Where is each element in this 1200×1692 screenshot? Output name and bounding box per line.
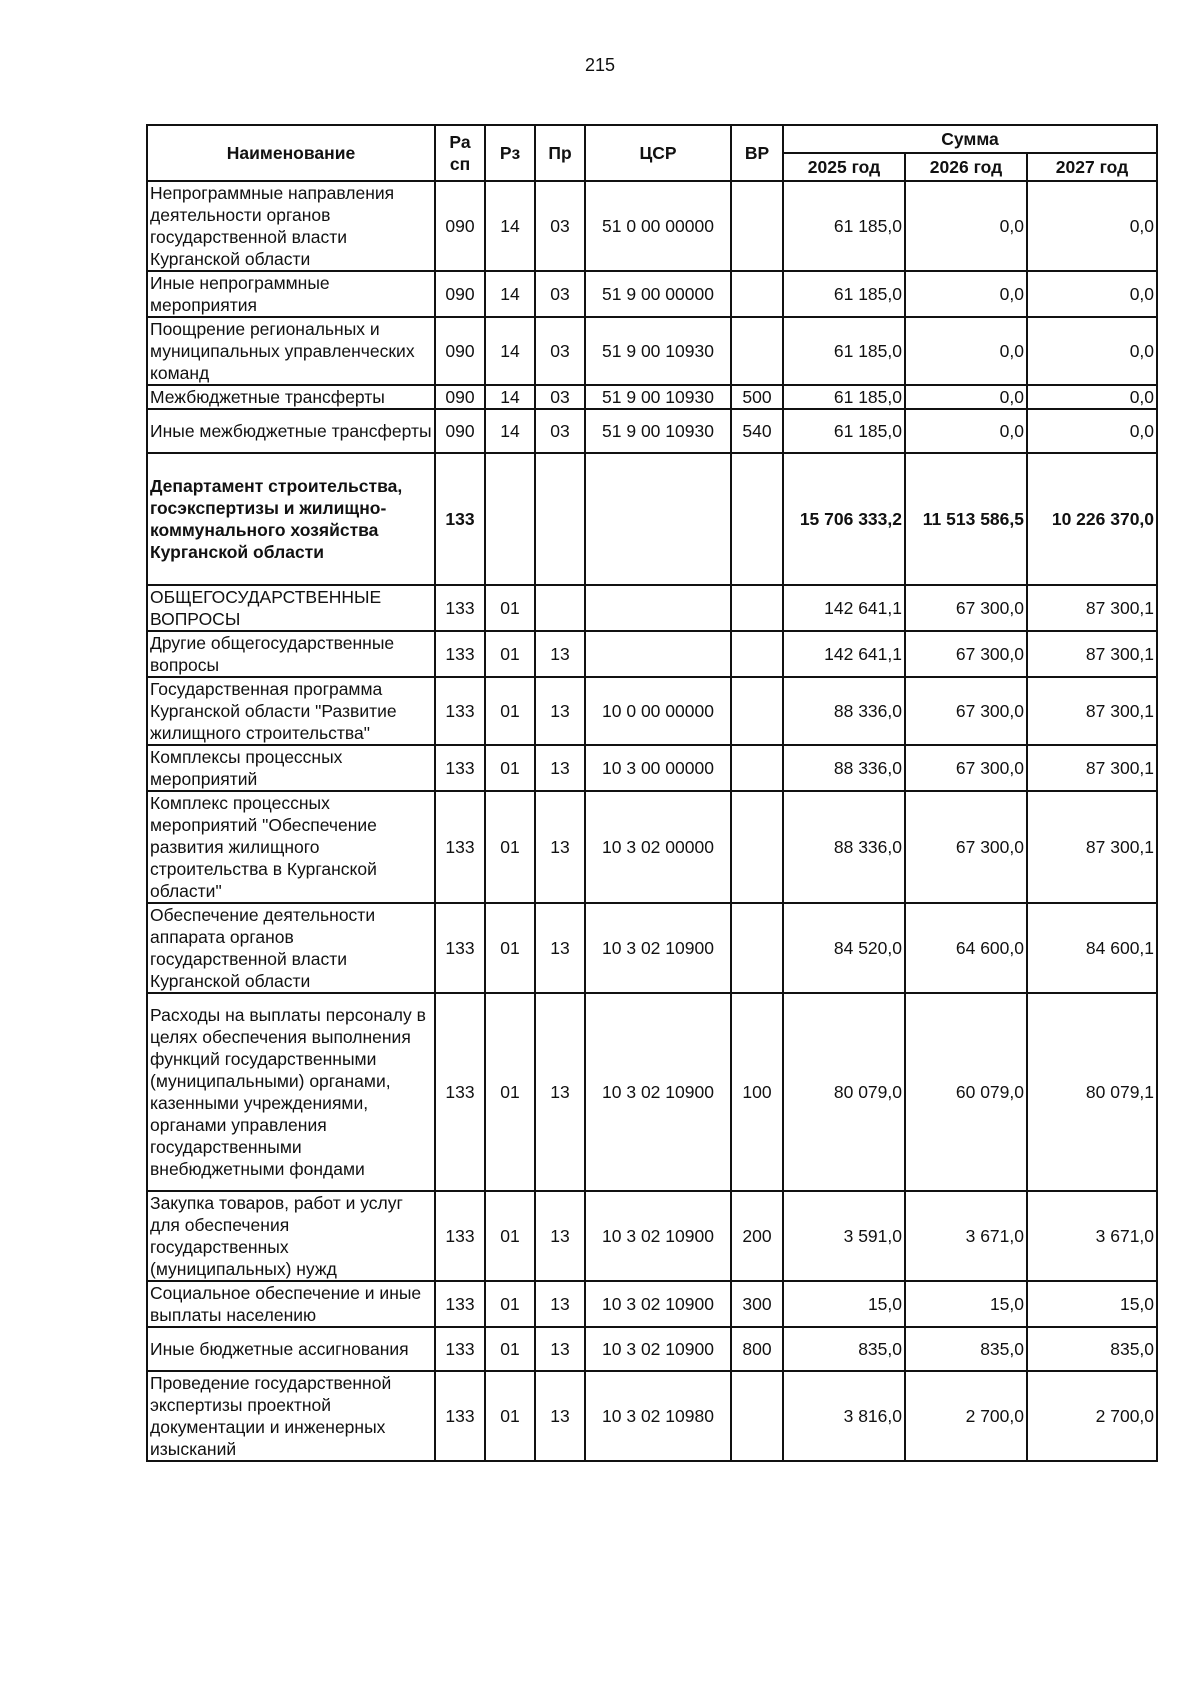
- row-vr-cell: [731, 271, 783, 317]
- row-name-cell: Комплекс процессных мероприятий "Обеспечение развития жилищного строительства в Курганской области": [147, 791, 435, 903]
- row-2025-amount: 3 591,0: [783, 1191, 905, 1281]
- row-2025-amount: 88 336,0: [783, 677, 905, 745]
- row-pr-cell: 03: [535, 317, 585, 385]
- table-row: [147, 903, 1157, 993]
- table-row: [147, 677, 1157, 745]
- row-2027-amount: 835,0: [1027, 1327, 1157, 1371]
- row-2026-amount: 67 300,0: [905, 791, 1027, 903]
- row-rz-cell: 01: [485, 1327, 535, 1371]
- row-rz-cell: 01: [485, 677, 535, 745]
- row-rz-cell: 01: [485, 1371, 535, 1461]
- header-sum: Сумма: [783, 125, 1157, 153]
- row-rz-cell: 01: [485, 1281, 535, 1327]
- row-2025-amount: 3 816,0: [783, 1371, 905, 1461]
- row-2025-amount: 15,0: [783, 1281, 905, 1327]
- table-row: [147, 631, 1157, 677]
- row-csr-cell: 51 9 00 10930: [585, 385, 731, 409]
- budget-table: [146, 124, 1158, 1462]
- row-name-cell: Непрограммные направления деятельности органов государственной власти Курганской области: [147, 181, 435, 271]
- row-2026-amount: 0,0: [905, 317, 1027, 385]
- row-pr-cell: 13: [535, 993, 585, 1191]
- header-rasp: Ра сп: [435, 125, 485, 181]
- row-csr-cell: 10 3 00 00000: [585, 745, 731, 791]
- row-2027-amount: 2 700,0: [1027, 1371, 1157, 1461]
- row-name-cell: ОБЩЕГОСУДАРСТВЕННЫЕ ВОПРОСЫ: [147, 585, 435, 631]
- row-csr-cell: 10 0 00 00000: [585, 677, 731, 745]
- header-name: Наименование: [147, 125, 435, 181]
- row-rz-cell: 01: [485, 1191, 535, 1281]
- table-header: [147, 125, 1157, 181]
- row-name-cell: Обеспечение деятельности аппарата органов государственной власти Курганской области: [147, 903, 435, 993]
- header-csr: ЦСР: [585, 125, 731, 181]
- row-vr-cell: [731, 1371, 783, 1461]
- row-2026-amount: 0,0: [905, 385, 1027, 409]
- row-rz-cell: 01: [485, 745, 535, 791]
- table-row: [147, 791, 1157, 903]
- row-2027-amount: 0,0: [1027, 385, 1157, 409]
- row-csr-cell: 10 3 02 10900: [585, 1281, 731, 1327]
- row-2026-amount: 67 300,0: [905, 585, 1027, 631]
- row-vr-cell: [731, 631, 783, 677]
- row-2027-amount: 87 300,1: [1027, 677, 1157, 745]
- row-name-cell: Социальное обеспечение и иные выплаты населению: [147, 1281, 435, 1327]
- row-rasp-cell: 133: [435, 453, 485, 585]
- row-rasp-cell: 133: [435, 585, 485, 631]
- row-rz-cell: 01: [485, 791, 535, 903]
- header-year-2027: 2027 год: [1027, 153, 1157, 181]
- row-pr-cell: 13: [535, 677, 585, 745]
- table-row: [147, 453, 1157, 585]
- table-row: [147, 745, 1157, 791]
- row-rasp-cell: 090: [435, 317, 485, 385]
- row-2026-amount: 3 671,0: [905, 1191, 1027, 1281]
- row-name-cell: Поощрение региональных и муниципальных управленческих команд: [147, 317, 435, 385]
- row-pr-cell: 03: [535, 181, 585, 271]
- header-vr: ВР: [731, 125, 783, 181]
- row-2027-amount: 15,0: [1027, 1281, 1157, 1327]
- row-name-cell: Закупка товаров, работ и услуг для обеспечения государственных (муниципальных) нужд: [147, 1191, 435, 1281]
- row-rasp-cell: 090: [435, 271, 485, 317]
- header-rz: Рз: [485, 125, 535, 181]
- row-2026-amount: 11 513 586,5: [905, 453, 1027, 585]
- row-2026-amount: 0,0: [905, 181, 1027, 271]
- row-rz-cell: 14: [485, 181, 535, 271]
- table-row: [147, 317, 1157, 385]
- row-name-cell: Комплексы процессных мероприятий: [147, 745, 435, 791]
- row-csr-cell: 51 9 00 00000: [585, 271, 731, 317]
- header-year-2025: 2025 год: [783, 153, 905, 181]
- row-rasp-cell: 133: [435, 903, 485, 993]
- row-csr-cell: 51 9 00 10930: [585, 317, 731, 385]
- row-2025-amount: 142 641,1: [783, 585, 905, 631]
- row-rz-cell: 14: [485, 317, 535, 385]
- row-pr-cell: 13: [535, 1281, 585, 1327]
- row-pr-cell: 13: [535, 1327, 585, 1371]
- row-2027-amount: 0,0: [1027, 271, 1157, 317]
- row-vr-cell: 500: [731, 385, 783, 409]
- row-rasp-cell: 090: [435, 181, 485, 271]
- row-csr-cell: 10 3 02 10900: [585, 993, 731, 1191]
- table-row: [147, 1327, 1157, 1371]
- row-2025-amount: 15 706 333,2: [783, 453, 905, 585]
- row-rz-cell: 01: [485, 993, 535, 1191]
- table-row: [147, 181, 1157, 271]
- table-row: [147, 409, 1157, 453]
- row-csr-cell: 10 3 02 10900: [585, 1191, 731, 1281]
- row-rasp-cell: 133: [435, 1281, 485, 1327]
- row-pr-cell: 13: [535, 745, 585, 791]
- row-2026-amount: 0,0: [905, 409, 1027, 453]
- row-pr-cell: 13: [535, 1191, 585, 1281]
- row-vr-cell: [731, 791, 783, 903]
- row-2025-amount: 61 185,0: [783, 271, 905, 317]
- row-rasp-cell: 133: [435, 993, 485, 1191]
- table-row: [147, 271, 1157, 317]
- row-2027-amount: 87 300,1: [1027, 745, 1157, 791]
- row-2027-amount: 0,0: [1027, 409, 1157, 453]
- row-2026-amount: 2 700,0: [905, 1371, 1027, 1461]
- row-rz-cell: [485, 453, 535, 585]
- row-name-cell: Другие общегосударственные вопросы: [147, 631, 435, 677]
- row-vr-cell: [731, 453, 783, 585]
- row-csr-cell: 10 3 02 10900: [585, 1327, 731, 1371]
- row-2025-amount: 142 641,1: [783, 631, 905, 677]
- row-rasp-cell: 133: [435, 1327, 485, 1371]
- row-2026-amount: 64 600,0: [905, 903, 1027, 993]
- row-2026-amount: 67 300,0: [905, 631, 1027, 677]
- row-rasp-cell: 133: [435, 791, 485, 903]
- row-rz-cell: 14: [485, 271, 535, 317]
- row-2025-amount: 88 336,0: [783, 791, 905, 903]
- row-2026-amount: 15,0: [905, 1281, 1027, 1327]
- row-vr-cell: [731, 181, 783, 271]
- row-2025-amount: 88 336,0: [783, 745, 905, 791]
- table-row: [147, 585, 1157, 631]
- row-pr-cell: 03: [535, 385, 585, 409]
- row-name-cell: Государственная программа Курганской области "Развитие жилищного строительства": [147, 677, 435, 745]
- row-rasp-cell: 090: [435, 409, 485, 453]
- row-csr-cell: [585, 453, 731, 585]
- row-name-cell: Иные межбюджетные трансферты: [147, 409, 435, 453]
- row-2025-amount: 61 185,0: [783, 181, 905, 271]
- row-2026-amount: 67 300,0: [905, 745, 1027, 791]
- row-csr-cell: 51 0 00 00000: [585, 181, 731, 271]
- row-pr-cell: 03: [535, 271, 585, 317]
- row-pr-cell: 13: [535, 903, 585, 993]
- row-name-cell: Департамент строительства, госэкспертизы и жилищно-коммунального хозяйства Курганской области: [147, 453, 435, 585]
- row-2025-amount: 80 079,0: [783, 993, 905, 1191]
- row-rz-cell: 01: [485, 585, 535, 631]
- row-2027-amount: 87 300,1: [1027, 631, 1157, 677]
- row-2027-amount: 80 079,1: [1027, 993, 1157, 1191]
- row-2027-amount: 87 300,1: [1027, 791, 1157, 903]
- row-2026-amount: 60 079,0: [905, 993, 1027, 1191]
- row-pr-cell: [535, 585, 585, 631]
- page-number: 215: [584, 55, 616, 75]
- row-csr-cell: 51 9 00 10930: [585, 409, 731, 453]
- row-2026-amount: 67 300,0: [905, 677, 1027, 745]
- row-csr-cell: 10 3 02 10900: [585, 903, 731, 993]
- row-name-cell: Иные бюджетные ассигнования: [147, 1327, 435, 1371]
- header-year-2026: 2026 год: [905, 153, 1027, 181]
- row-pr-cell: [535, 453, 585, 585]
- row-rasp-cell: 133: [435, 631, 485, 677]
- row-2027-amount: 87 300,1: [1027, 585, 1157, 631]
- row-vr-cell: 800: [731, 1327, 783, 1371]
- row-name-cell: Расходы на выплаты персоналу в целях обеспечения выполнения функций государственными (муниципальными) органами, казенными учреждениями, органами управления государственными внебюджетными фондами: [147, 993, 435, 1191]
- row-vr-cell: 300: [731, 1281, 783, 1327]
- row-csr-cell: 10 3 02 10980: [585, 1371, 731, 1461]
- row-pr-cell: 13: [535, 631, 585, 677]
- row-rasp-cell: 133: [435, 1371, 485, 1461]
- table-row: [147, 1371, 1157, 1461]
- row-vr-cell: [731, 903, 783, 993]
- row-2027-amount: 3 671,0: [1027, 1191, 1157, 1281]
- row-vr-cell: [731, 677, 783, 745]
- row-name-cell: Проведение государственной экспертизы проектной документации и инженерных изысканий: [147, 1371, 435, 1461]
- row-2025-amount: 835,0: [783, 1327, 905, 1371]
- table-body: [147, 181, 1157, 1461]
- row-rasp-cell: 133: [435, 745, 485, 791]
- row-vr-cell: [731, 745, 783, 791]
- row-rz-cell: 14: [485, 385, 535, 409]
- row-rasp-cell: 133: [435, 677, 485, 745]
- row-rz-cell: 14: [485, 409, 535, 453]
- row-pr-cell: 03: [535, 409, 585, 453]
- row-rasp-cell: 090: [435, 385, 485, 409]
- row-2026-amount: 835,0: [905, 1327, 1027, 1371]
- row-csr-cell: 10 3 02 00000: [585, 791, 731, 903]
- header-pr: Пр: [535, 125, 585, 181]
- row-2025-amount: 61 185,0: [783, 385, 905, 409]
- row-vr-cell: [731, 585, 783, 631]
- row-rasp-cell: 133: [435, 1191, 485, 1281]
- row-name-cell: Иные непрограммные мероприятия: [147, 271, 435, 317]
- table-row: [147, 1191, 1157, 1281]
- row-vr-cell: 540: [731, 409, 783, 453]
- row-csr-cell: [585, 585, 731, 631]
- table-row: [147, 993, 1157, 1191]
- row-vr-cell: 100: [731, 993, 783, 1191]
- table-row: [147, 1281, 1157, 1327]
- row-rz-cell: 01: [485, 903, 535, 993]
- row-2026-amount: 0,0: [905, 271, 1027, 317]
- row-2025-amount: 84 520,0: [783, 903, 905, 993]
- row-2025-amount: 61 185,0: [783, 317, 905, 385]
- row-2027-amount: 0,0: [1027, 317, 1157, 385]
- table-row: [147, 385, 1157, 409]
- row-rz-cell: 01: [485, 631, 535, 677]
- row-pr-cell: 13: [535, 791, 585, 903]
- row-pr-cell: 13: [535, 1371, 585, 1461]
- row-csr-cell: [585, 631, 731, 677]
- row-2027-amount: 84 600,1: [1027, 903, 1157, 993]
- row-name-cell: Межбюджетные трансферты: [147, 385, 435, 409]
- row-vr-cell: [731, 317, 783, 385]
- row-2027-amount: 0,0: [1027, 181, 1157, 271]
- row-2025-amount: 61 185,0: [783, 409, 905, 453]
- row-vr-cell: 200: [731, 1191, 783, 1281]
- row-2027-amount: 10 226 370,0: [1027, 453, 1157, 585]
